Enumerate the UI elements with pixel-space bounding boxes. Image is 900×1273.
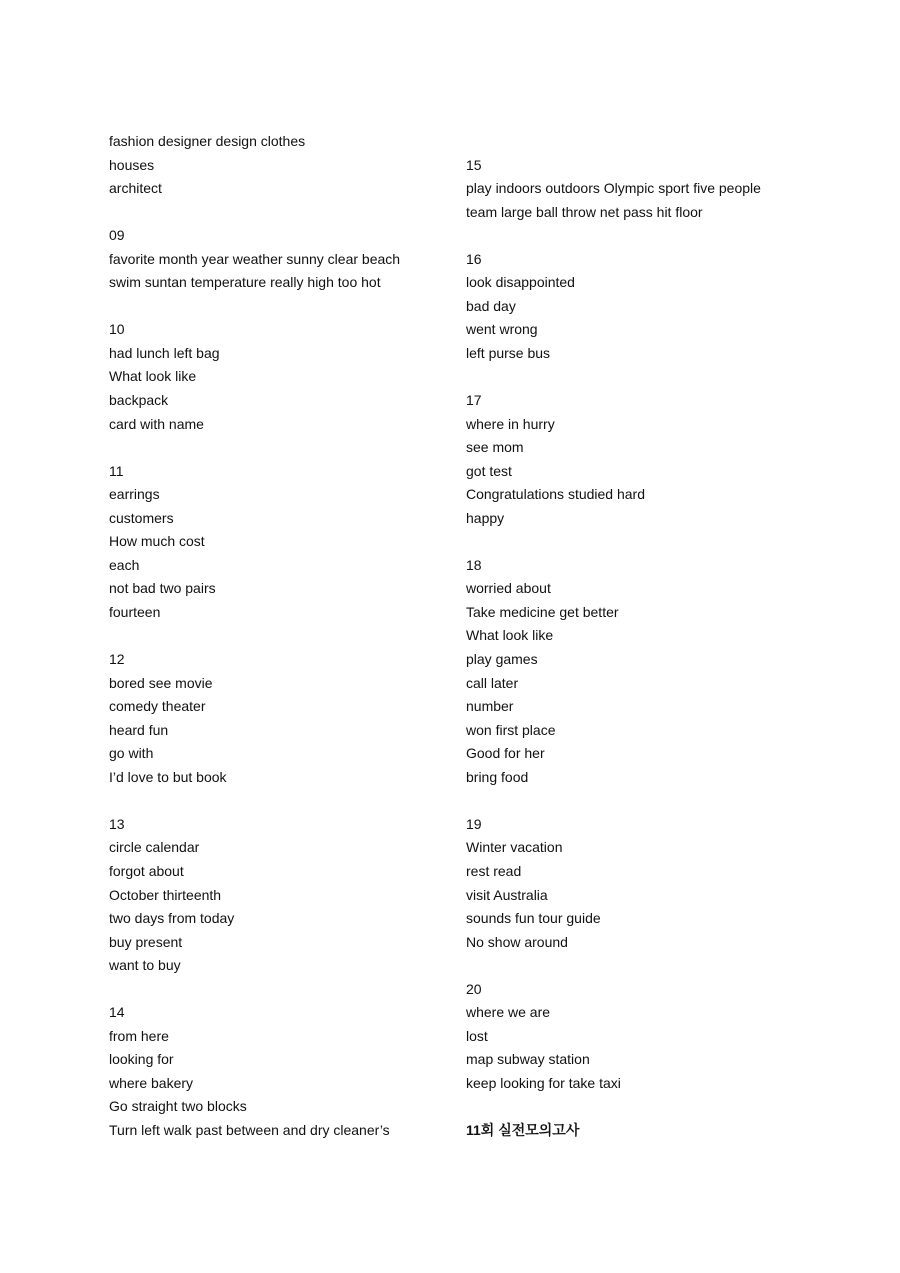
blank-line [109,201,489,225]
keyword-line: worried about [466,580,551,597]
item-number-16: 16 [466,250,482,267]
keyword-line: each [109,556,140,573]
item-number-20: 20 [466,980,482,997]
keyword-line: want to buy [109,957,181,974]
keyword-line: left purse bus [466,344,551,361]
keyword-line: team large ball throw net pass hit floor [466,203,703,220]
keyword-line: where we are [466,1004,551,1021]
item-number-12: 12 [109,651,125,668]
keyword-line: rest read [466,862,522,879]
keyword-line: comedy theater [109,698,206,715]
keyword-line: went wrong [466,321,538,338]
keyword-line: backpack [109,392,169,409]
keyword-line: How much cost [109,533,205,550]
keyword-line: play games [466,651,538,668]
keyword-line: October thirteenth [109,886,222,903]
section-heading: 11회 실전모의고사 [466,1121,580,1138]
keyword-line: card with name [109,415,204,432]
keyword-line: Turn left walk past between and dry cleaner’s [109,1121,390,1138]
keyword-line: No show around [466,933,568,950]
keyword-line: where in hurry [466,415,555,432]
item-number-19: 19 [466,815,482,832]
item-number-18: 18 [466,556,482,573]
keyword-line: fourteen [109,603,161,620]
keyword-line: from here [109,1027,169,1044]
keyword-line: bring food [466,768,529,785]
keyword-line: earrings [109,486,160,503]
blank-line [466,530,846,554]
keyword-line: got test [466,462,512,479]
blank-line [109,978,489,1002]
keyword-line: buy present [109,933,183,950]
keyword-line: look disappointed [466,274,575,291]
keyword-line: Go straight two blocks [109,1098,247,1115]
keyword-line: call later [466,674,519,691]
blank-line [109,295,489,319]
blank-line [109,436,489,460]
keyword-line: looking for [109,1051,174,1068]
keyword-line: where bakery [109,1074,194,1091]
keyword-line: customers [109,509,174,526]
item-number-13: 13 [109,815,125,832]
item-number-15: 15 [466,156,482,173]
keyword-line: not bad two pairs [109,580,216,597]
keyword-line: Congratulations studied hard [466,486,646,503]
keyword-line: sounds fun tour guide [466,910,601,927]
keyword-line: lost [466,1027,488,1044]
keyword-line: Winter vacation [466,839,563,856]
blank-line [466,789,846,813]
keyword-line: two days from today [109,910,235,927]
left-column [109,130,489,1143]
item-number-09: 09 [109,227,125,244]
keyword-line: bored see movie [109,674,213,691]
keyword-line: happy [466,509,505,526]
keyword-line: Take medicine get better [466,603,619,620]
item-number-11: 11 [109,462,124,479]
keyword-line: forgot about [109,862,184,879]
keyword-line: houses [109,156,155,173]
keyword-line: go with [109,745,154,762]
keyword-line: swim suntan temperature really high too hot [109,274,381,291]
keyword-line: had lunch left bag [109,344,220,361]
keyword-line: see mom [466,439,524,456]
keyword-line: Good for her [466,745,545,762]
keyword-line: fashion designer design clothes [109,133,306,149]
keyword-line: I’d love to but book [109,768,227,785]
keyword-line: architect [109,180,162,197]
right-column [466,130,846,1143]
keyword-line: visit Australia [466,886,548,903]
keyword-line: keep looking for take taxi [466,1074,621,1091]
keyword-line: What look like [109,368,197,385]
blank-line [466,365,846,389]
keyword-line: circle calendar [109,839,200,856]
blank-line [466,130,846,154]
keyword-line: What look like [466,627,554,644]
blank-line [109,624,489,648]
keyword-line: map subway station [466,1051,590,1068]
keyword-line: bad day [466,297,516,314]
keyword-line: favorite month year weather sunny clear beach [109,250,401,267]
blank-line [466,1095,846,1119]
blank-line [466,224,846,248]
blank-line [466,954,846,978]
blank-line [109,789,489,813]
item-number-17: 17 [466,392,482,409]
keyword-line: won first place [466,721,556,738]
item-number-14: 14 [109,1004,125,1021]
keyword-line: number [466,698,514,715]
item-number-10: 10 [109,321,125,338]
keyword-line: play indoors outdoors Olympic sport five people [466,180,761,197]
keyword-line: heard fun [109,721,169,738]
